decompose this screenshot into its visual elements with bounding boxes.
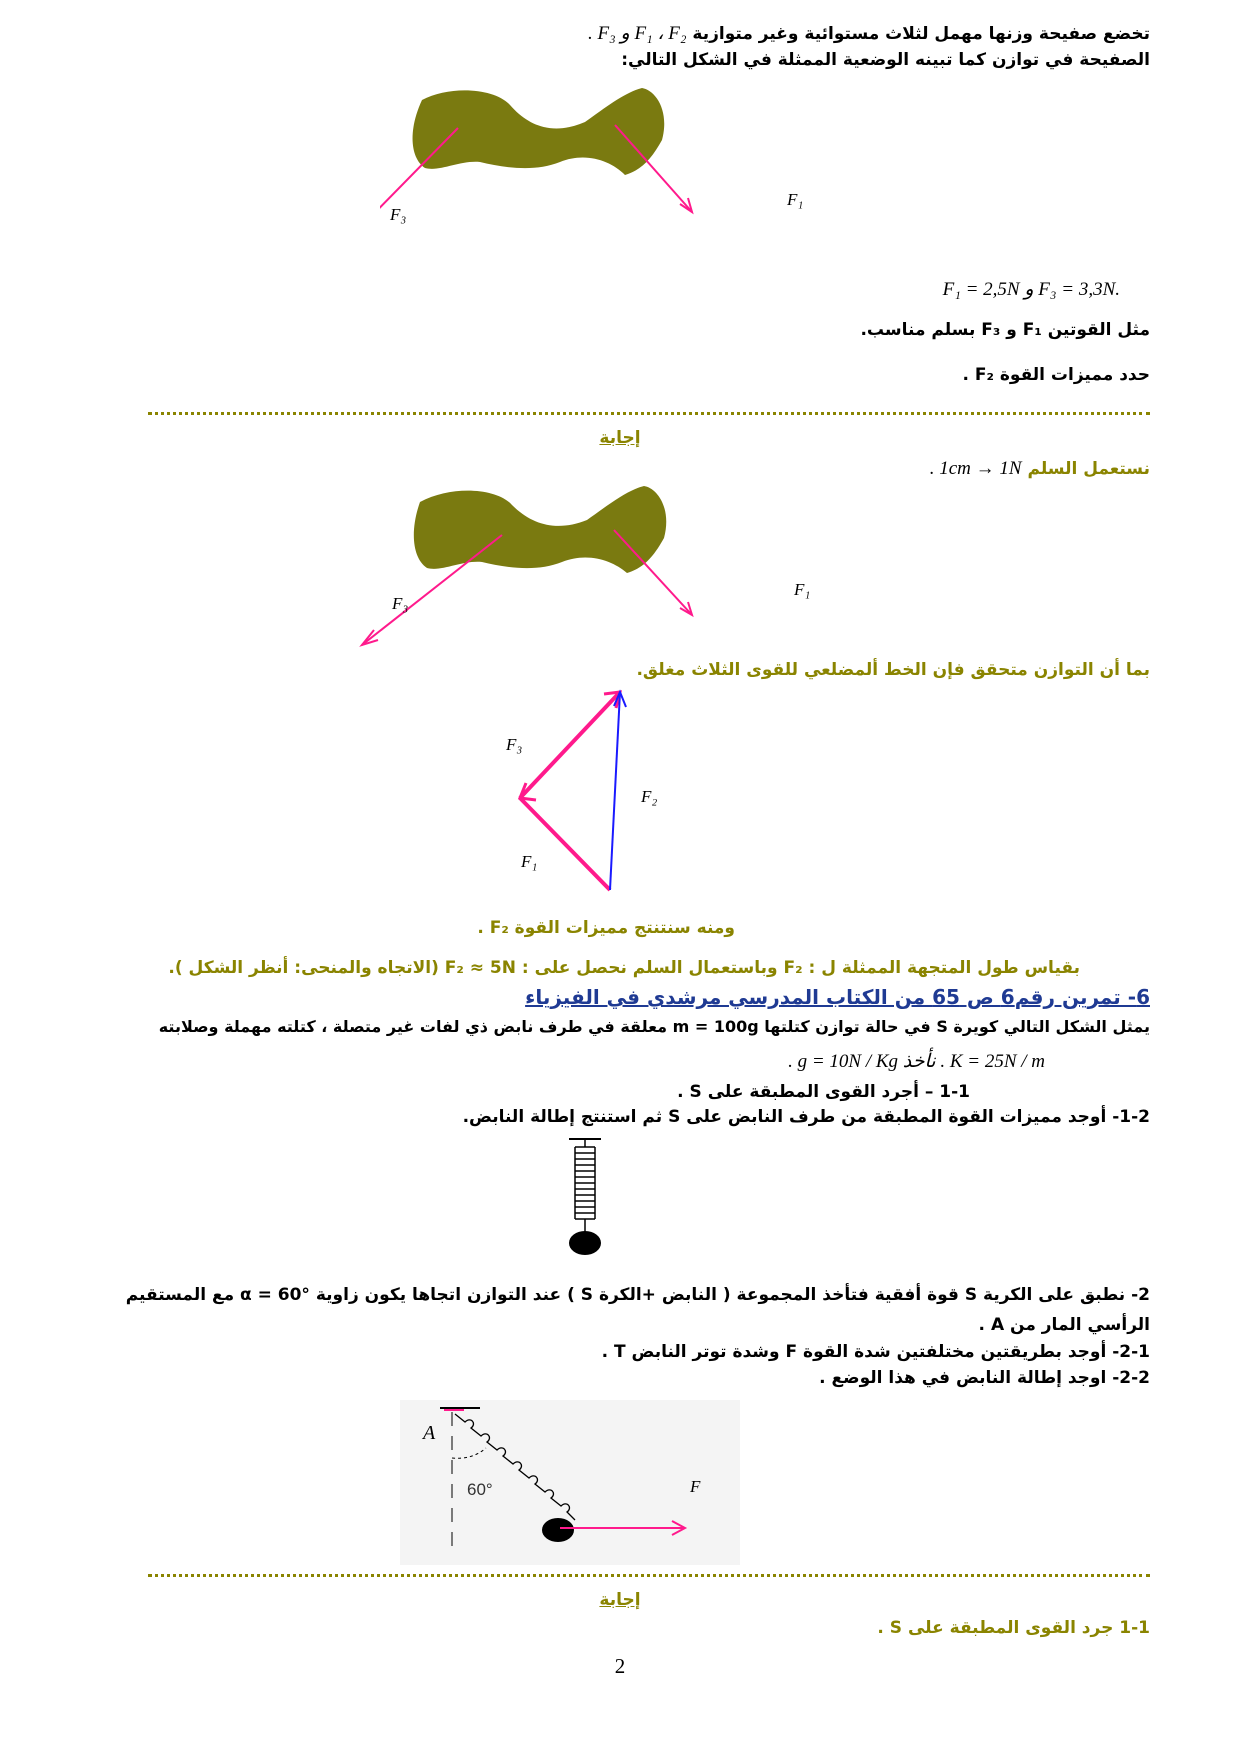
answer-2-q11 <box>877 1618 1150 1638</box>
ex5-values <box>943 278 1120 301</box>
spring-coils <box>575 1139 595 1233</box>
ball-s <box>569 1231 601 1255</box>
ex5-line2: الصفيحة في توازن كما تبينه الوضعية الممثلة في الشكل التالي: <box>621 50 1150 70</box>
ex6-line2 <box>788 1050 1045 1073</box>
ex6-q21: 2-1- أوجد بطريقتين مختلفتين شدة القوة F وشدة توتر النابض T . <box>601 1342 1150 1362</box>
fig2-label-f3: F₃ <box>392 594 409 613</box>
answer-2-heading: إجابة <box>599 1590 641 1610</box>
ex5-line1-text: تخضع صفيحة وزنها مهمل لثلاث مستوائية وغير متوازية <box>692 24 1150 44</box>
conclude-text: ومنه سنتنتج مميزات القوة F₂ . <box>477 918 735 938</box>
polygon-f3 <box>520 692 620 798</box>
ex5-line1-forces: F₁ ، F₂ و F₃ . <box>588 23 687 44</box>
separator-1 <box>148 412 1150 415</box>
ex5-values-text: .F₃ = 3,3N و F₁ = 2,5N <box>942 279 1120 300</box>
scale-label: نستعمل السلم <box>1027 459 1150 479</box>
ex5-q2: حدد مميزات القوة F₂ . <box>962 365 1150 385</box>
polygon-label-f1: F₁ <box>521 852 538 871</box>
separator-2 <box>148 1574 1150 1577</box>
inclined-spring-figure <box>400 1400 740 1565</box>
measure-text: بقياس طول المتجهة الممثلة ل : F₂ وباستعمال السلم نحصل على : F₂ ≈ 5N (الاتجاه والمنحى: أنظر الشكل ). <box>168 958 1080 978</box>
polygon-label-f3: F₃ <box>506 735 523 754</box>
label-force-f: F <box>690 1477 701 1496</box>
scale-value: 1cm → 1N . <box>929 458 1022 479</box>
answer-1-scale <box>930 458 1150 480</box>
fig1-label-f1: F₁ <box>787 190 804 209</box>
measure-f2 <box>168 958 1080 978</box>
ex6-q2-line2: الرأسي المار من A . <box>978 1315 1150 1335</box>
ex6-q12: 1-2- أوجد مميزات القوة المطبقة من طرف النابض على S ثم استنتج إطالة النابض. <box>462 1107 1150 1127</box>
polygon-label-f2: F₂ <box>641 787 658 806</box>
answer-1-heading: إجابة <box>599 428 641 448</box>
conclude-f2 <box>477 918 735 938</box>
polygon-f2 <box>610 692 620 890</box>
ex5-line1 <box>588 22 1150 45</box>
force-polygon <box>490 680 660 910</box>
plate-figure-1 <box>380 80 740 260</box>
answer-2-q11-text: 1-1 جرد القوى المطبقة على S . <box>877 1618 1150 1638</box>
ex6-line1: يمثل الشكل التالي كويرة S في حالة توازن كتلتها m = 100g معلقة في طرف نابض ذي لفات غير متصلة ، كتلته مهملة وصلابته <box>158 1017 1150 1036</box>
answer-2-heading-wrap <box>0 1590 1240 1610</box>
closed-polygon-text <box>636 660 1150 680</box>
ex6-q2-line1: 2- نطبق على الكرية S قوة أفقية فتأخذ المجموعة ( النابض +الكرة S ) عند التوازن اتجاها يكون زاوية α = 60° مع المستقيم <box>125 1285 1150 1305</box>
fig2-background <box>352 480 777 655</box>
inclined-ball <box>542 1518 574 1542</box>
closed-polygon-label: بما أن التوازن متحقق فإن الخط ألمضلعي للقوى الثلاث مغلق. <box>636 660 1150 680</box>
polygon-f1 <box>520 798 610 890</box>
plate-figure-2 <box>352 480 777 655</box>
ex5-q1: مثل القوتين F₁ و F₃ بسلم مناسب. <box>860 320 1150 340</box>
answer-1-heading-wrap <box>0 428 1240 448</box>
plate-shape <box>413 88 665 175</box>
fig1-label-f3: F₃ <box>390 205 407 224</box>
label-angle: 60° <box>467 1480 493 1499</box>
ex6-q22: 2-2- اوجد إطالة النابض في هذا الوضع . <box>819 1368 1150 1388</box>
fig2-label-f1: F₁ <box>794 580 811 599</box>
exercise-6-title: 6- تمرين رقم6 ص 65 من الكتاب المدرسي مرشدي في الفيزياء <box>525 985 1150 1009</box>
page-number: 2 <box>614 1654 626 1678</box>
spring-figure <box>555 1135 615 1265</box>
inclined-fig-bg <box>400 1400 740 1565</box>
ex6-constants: K = 25N / m . نأخذ g = 10N / Kg . <box>788 1051 1045 1072</box>
label-point-a: A <box>423 1422 436 1444</box>
ex6-q11: 1-1 – أجرد القوى المطبقة على S . <box>677 1082 970 1102</box>
